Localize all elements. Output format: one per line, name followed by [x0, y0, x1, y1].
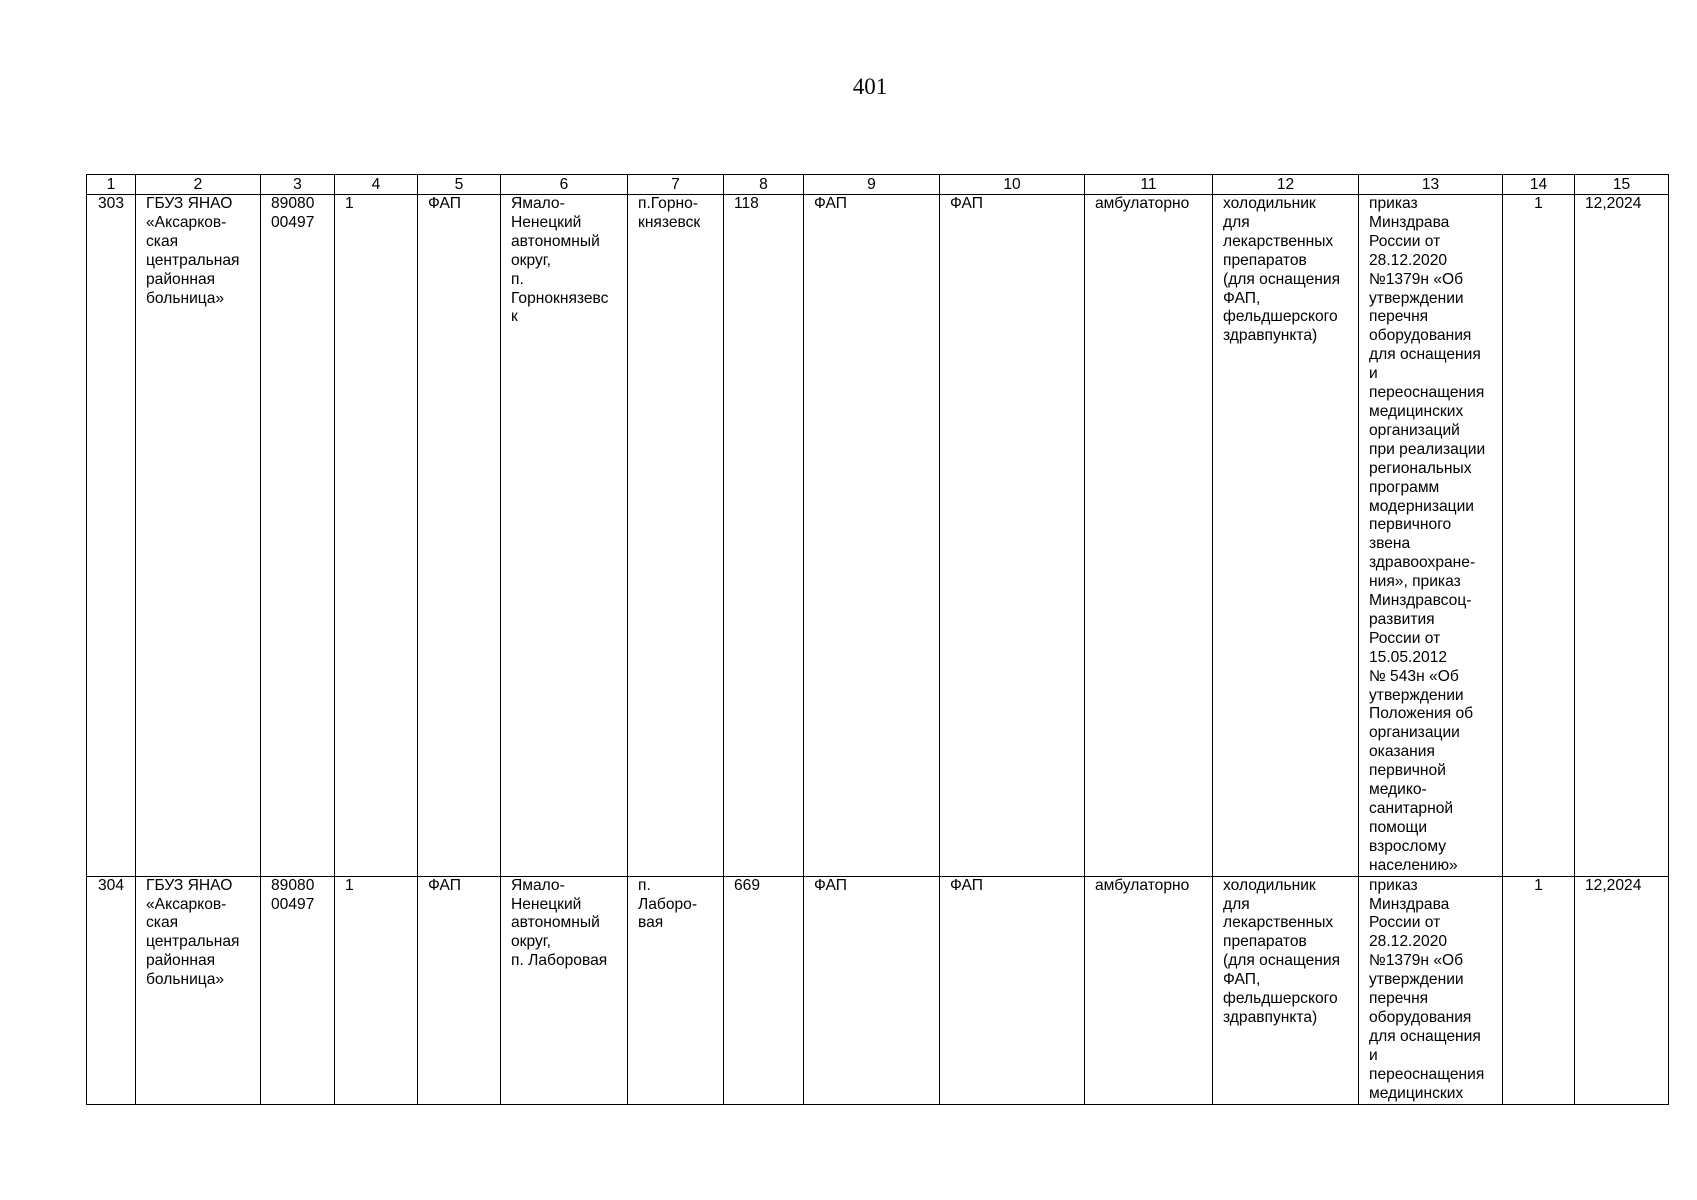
population-cell: 669 [724, 876, 804, 1104]
code-cell: 89080 00497 [261, 195, 335, 877]
col4-cell: 1 [335, 195, 418, 877]
regulation-cell: приказ Минздрава России от 28.12.2020 №1379н «Об утверждении перечня оборудования для оснащения и переоснащения медицинских [1359, 876, 1503, 1104]
equipment-cell: холодильник для лекарственных препаратов (для оснащения ФАП, фельдшерского здравпункта) [1213, 876, 1359, 1104]
organization-cell: ГБУЗ ЯНАО «Аксарков- ская центральная районная больница» [136, 876, 261, 1104]
column-header-15: 15 [1575, 175, 1669, 195]
column-header-12: 12 [1213, 175, 1359, 195]
col4-cell: 1 [335, 876, 418, 1104]
facility-type-cell: ФАП [418, 195, 501, 877]
deadline-cell: 12,2024 [1575, 876, 1669, 1104]
quantity-cell: 1 [1503, 195, 1575, 877]
column-header-14: 14 [1503, 175, 1575, 195]
column-header-1: 1 [87, 175, 136, 195]
organization-cell: ГБУЗ ЯНАО «Аксарков- ская центральная районная больница» [136, 195, 261, 877]
column-header-4: 4 [335, 175, 418, 195]
address-cell: Ямало- Ненецкий автономный округ, п. Горнокнязевс к [501, 195, 628, 877]
population-cell: 118 [724, 195, 804, 877]
quantity-cell: 1 [1503, 876, 1575, 1104]
address-cell: Ямало- Ненецкий автономный округ, п. Лаборовая [501, 876, 628, 1104]
page-number: 401 [852, 74, 888, 99]
settlement-cell: п. Лаборо- вая [628, 876, 724, 1104]
settlement-cell: п.Горно- князевск [628, 195, 724, 877]
column-header-13: 13 [1359, 175, 1503, 195]
row-number-cell: 304 [87, 876, 136, 1104]
care-type-cell: амбулаторно [1085, 876, 1213, 1104]
column-header-11: 11 [1085, 175, 1213, 195]
col9-cell: ФАП [804, 876, 940, 1104]
column-header-9: 9 [804, 175, 940, 195]
col10-cell: ФАП [940, 195, 1085, 877]
column-header-2: 2 [136, 175, 261, 195]
table-row [87, 876, 1669, 1104]
equipment-cell: холодильник для лекарственных препаратов (для оснащения ФАП, фельдшерского здравпункта) [1213, 195, 1359, 877]
column-number-header-row [87, 175, 1669, 195]
column-header-10: 10 [940, 175, 1085, 195]
care-type-cell: амбулаторно [1085, 195, 1213, 877]
regulation-cell: приказ Минздрава России от 28.12.2020 №1379н «Об утверждении перечня оборудования для оснащения и переоснащения медицинских организаций при реализации региональных программ модернизации первичного звена здравоохране- ния», приказ Минздравсоц- развития России от 15.05.2012 № 543н «Об утверждении Положения об организации оказания первичной медико- санитарной помощи взрослому населению» [1359, 195, 1503, 877]
code-cell: 89080 00497 [261, 876, 335, 1104]
facility-type-cell: ФАП [418, 876, 501, 1104]
column-header-5: 5 [418, 175, 501, 195]
col10-cell: ФАП [940, 876, 1085, 1104]
column-header-3: 3 [261, 175, 335, 195]
row-number-cell: 303 [87, 195, 136, 877]
column-header-7: 7 [628, 175, 724, 195]
col9-cell: ФАП [804, 195, 940, 877]
equipment-table [86, 174, 1669, 1105]
column-header-8: 8 [724, 175, 804, 195]
column-header-6: 6 [501, 175, 628, 195]
deadline-cell: 12,2024 [1575, 195, 1669, 877]
table-row [87, 195, 1669, 877]
